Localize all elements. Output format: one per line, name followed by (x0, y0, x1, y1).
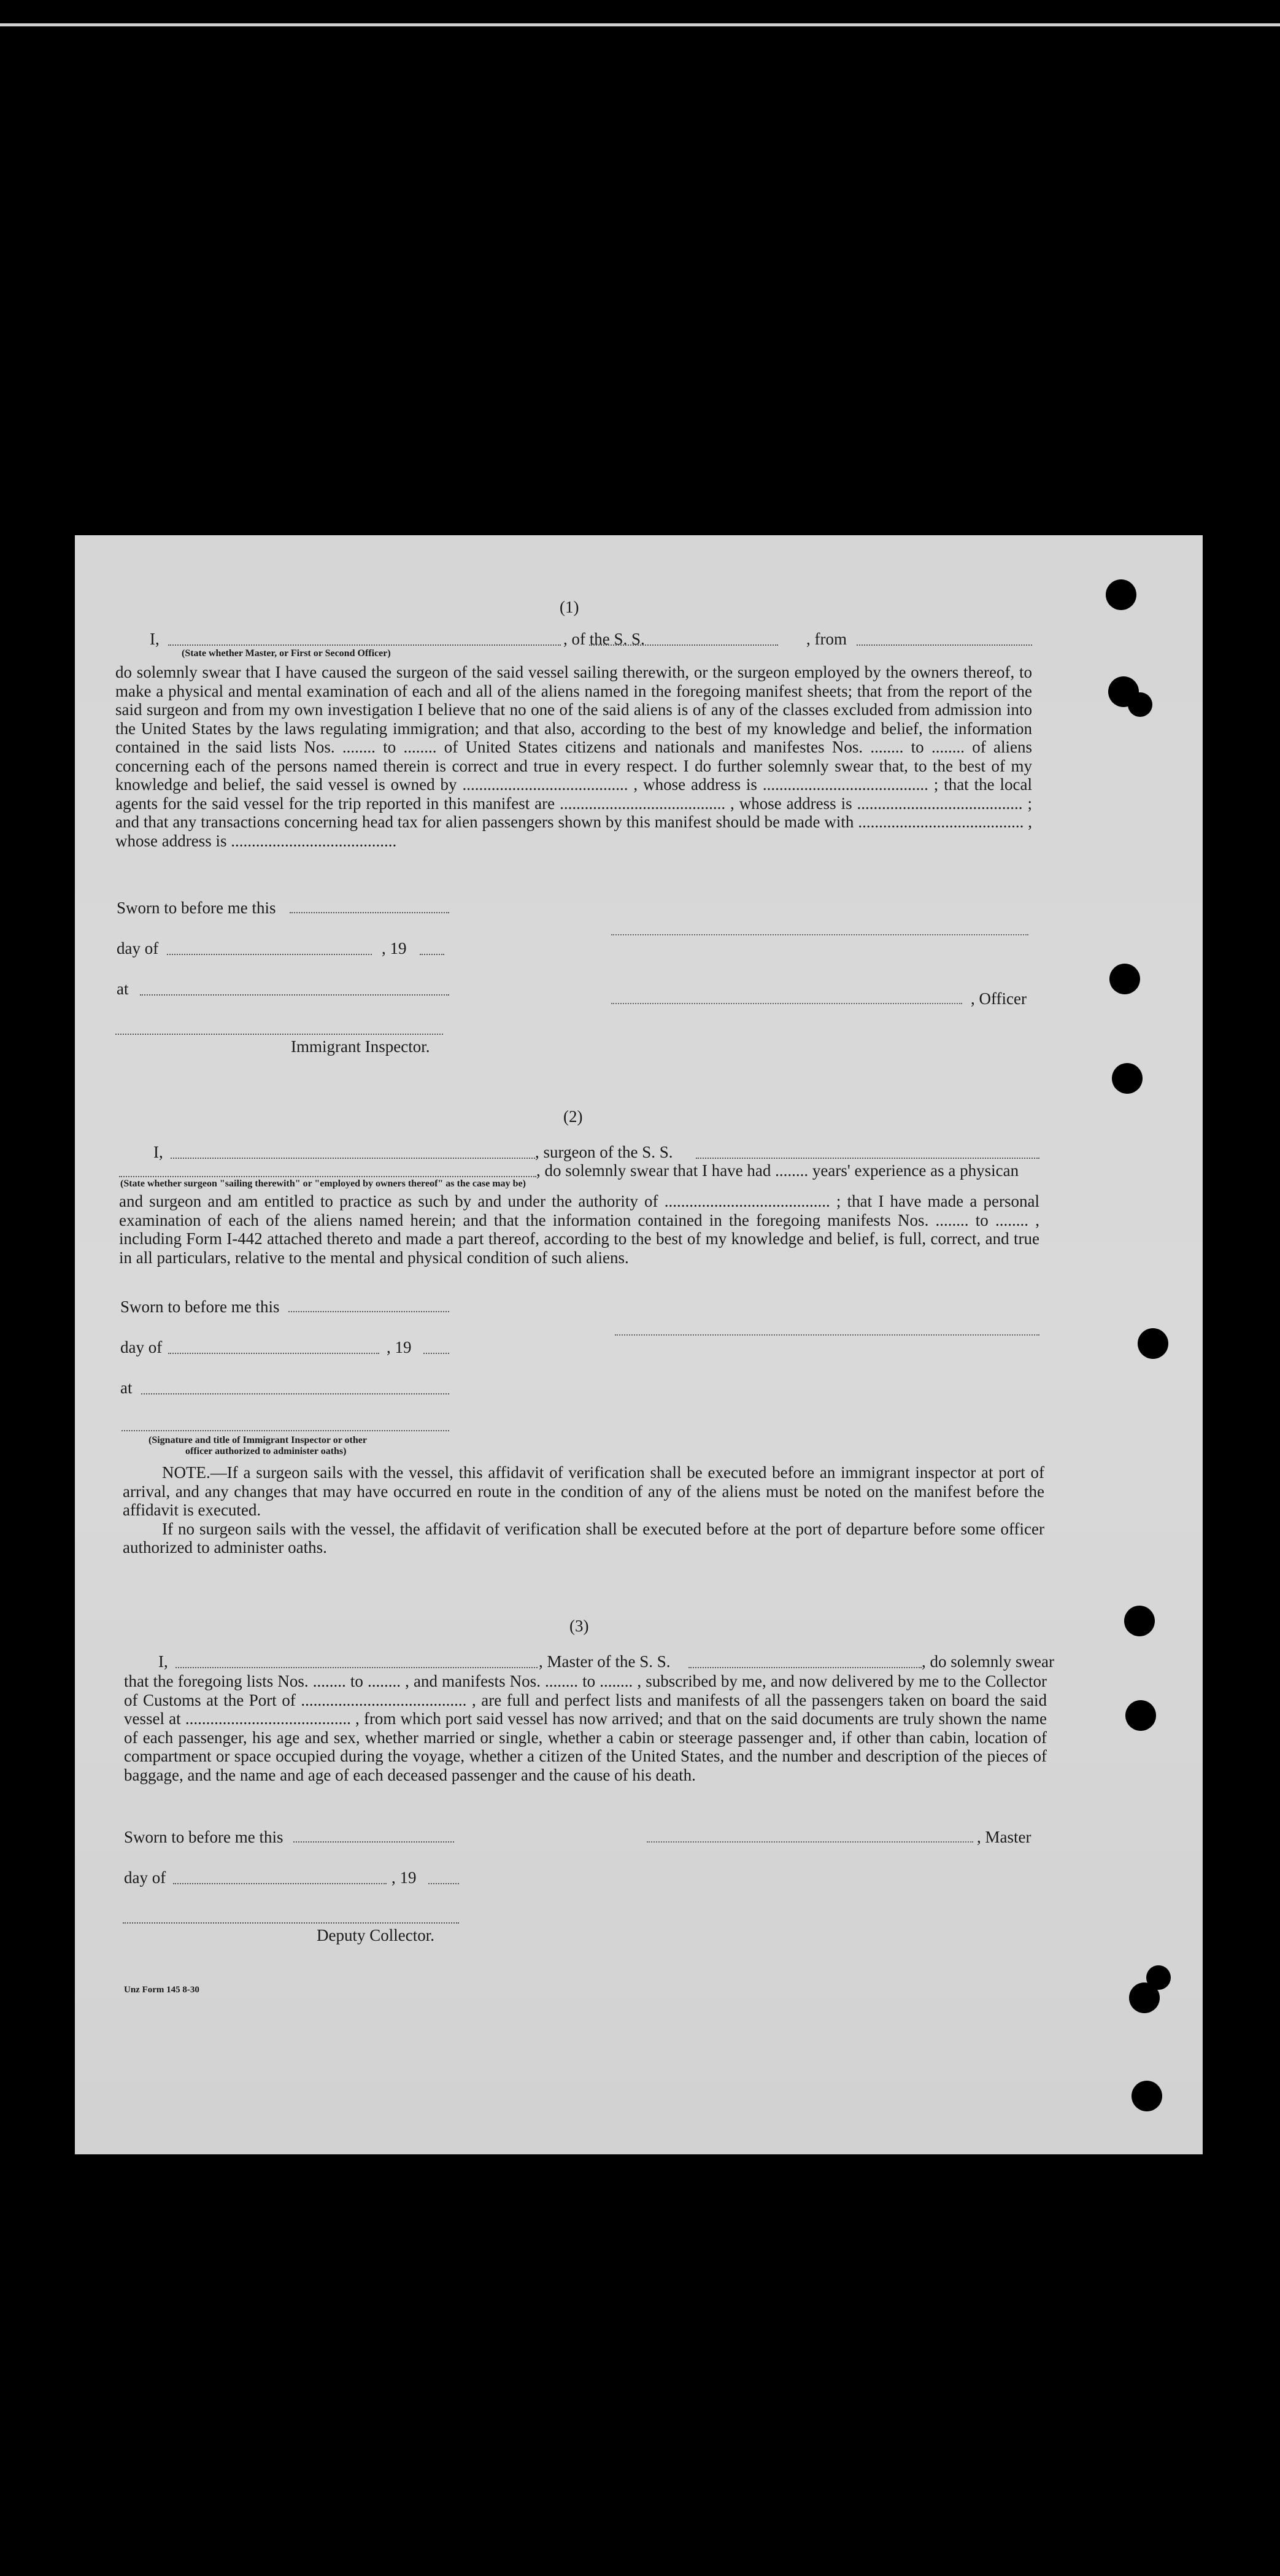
s3-oath-text: that the foregoing lists Nos. ........ to ........ , and manifests Nos. ........ to ........ , subscribed by me, and now delivered by me to the Collector of Customs at the Port of ........................................ , are full and perfect lists and manifests of all the passengers taken on board the said vessel at ........................................ , from which port said vessel has now arrived; and that on the said documents are truly shown the name of each passenger, his age and sex, whether married or single, whether a cabin or steerage passenger and, if other than cabin, location of compartment or space occupied during the voyage, whether a citizen of the United States, and the number and description of the pieces of baggage, and the name and age of each deceased passenger and the cause of his death. (124, 1672, 1047, 1784)
s1-ship-line (589, 644, 778, 646)
s1-officer-line (611, 1003, 962, 1004)
s2-at-line (141, 1393, 449, 1394)
s2-officer-line (121, 1430, 449, 1431)
s1-officer-label: , Officer (971, 989, 1027, 1008)
punch-hole (1112, 1063, 1143, 1094)
section-3-number: (3) (569, 1617, 589, 1635)
s2-surgeon-note: (State whether surgeon "sailing therewith" or "employed by owners thereof" as the case may be) (120, 1178, 526, 1189)
s1-sworn-line (290, 912, 449, 913)
s1-inspector-label: Immigrant Inspector. (291, 1037, 430, 1056)
s2-signature-line (615, 1334, 1039, 1336)
s2-i-label: I, (153, 1143, 163, 1161)
s3-i-label: I, (158, 1652, 168, 1671)
s1-from-label: , from (806, 630, 847, 648)
punch-hole (1146, 1965, 1171, 1990)
s1-name-line (168, 644, 561, 646)
s1-year-label: , 19 (382, 939, 407, 957)
section-1-number: (1) (560, 598, 579, 616)
s2-sworn-line (288, 1311, 449, 1312)
s2-day-of-label: day of (120, 1338, 163, 1356)
s2-signature-note-2: officer authorized to administer oaths) (185, 1446, 347, 1456)
s2-year-label: , 19 (387, 1338, 412, 1356)
s1-inspector-line (115, 1034, 443, 1035)
s1-from-line (857, 644, 1032, 646)
s2-oath-text: and surgeon and am entitled to practice as such by and under the authority of ........................................ ; that I have made a personal examination of each of the aliens named herein; and that the information contained in the foregoing manifests Nos. ........ to ........ , including Form I-442 attached thereto and made a part thereof, according to the best of my knowledge and belief, is full, correct, and true in all particulars, relative to the mental and physical condition of such aliens. (119, 1192, 1039, 1267)
s2-signature-note-1: (Signature and title of Immigrant Inspector or other (148, 1435, 367, 1445)
s3-swear-label: , do solemnly swear (922, 1652, 1054, 1671)
punch-hole (1128, 692, 1152, 717)
s2-at-label: at (120, 1379, 133, 1397)
s1-day-of-label: day of (117, 939, 159, 957)
s1-at-line (140, 994, 449, 996)
s1-sworn-label: Sworn to before me this (117, 899, 276, 917)
form-number: Unz Form 145 8-30 (124, 1985, 199, 1995)
s2-note-text: NOTE.—If a surgeon sails with the vessel, this affidavit of verification shall be executed before an immigrant inspector at port of arrival, and any changes that may have occurred en route in the condition of any of the aliens must be noted on the manifest before the affidavit is executed. If no surgeon sails with the vessel, the affidavit of verification shall be executed before at the port of departure before some officer authorized to administer oaths. (123, 1463, 1044, 1557)
punch-hole (1125, 1700, 1156, 1731)
s2-year-line (423, 1353, 449, 1354)
punch-hole (1138, 1328, 1168, 1359)
s1-year-line (420, 954, 444, 955)
s1-oath-text: do solemnly swear that I have caused the surgeon of the said vessel sailing therewith, or the surgeon employed by the owners thereof, to make a physical and mental examination of each and all of the aliens named in the foregoing manifest sheets; that from the report of the said surgeon and from my own investigation I believe that no one of the said aliens is of any of the classes excluded from admission into the United States by the laws regulating immigration; and that also, according to the best of my knowledge and belief, the information contained in the said lists Nos. ........ to ........ of United States citizens and nationals and manifestes Nos. ........ to ........ of aliens concerning each of the persons named therein is correct and true in every respect. I do further solemnly swear that, to the best of my knowledge and belief, the said vessel is owned by ........................................ , whose address is ........................................ ; that the local agents for the said vessel for the trip reported in this manifest are ........................................ , whose address is ........................................ ; and that any transactions concerning head tax for alien passengers shown by this manifest should be made with ........................................ , whose address is ........................................ (115, 663, 1032, 850)
s2-surgeon-label: , surgeon of the S. S. (535, 1143, 673, 1161)
punch-hole (1109, 964, 1140, 994)
s3-year-label: , 19 (391, 1868, 417, 1887)
s3-day-of-label: day of (124, 1868, 166, 1887)
top-border-line (0, 23, 1280, 26)
affidavit-page (75, 535, 1203, 2154)
s1-officer-note: (State whether Master, or First or Second Officer) (182, 648, 391, 659)
s1-at-label: at (117, 980, 129, 998)
punch-hole (1106, 579, 1136, 610)
s2-type-line (119, 1176, 536, 1177)
s2-ship-line (696, 1158, 1039, 1159)
s1-day-line (167, 954, 372, 955)
punch-hole (1124, 1606, 1155, 1636)
s3-day-line (173, 1883, 387, 1884)
s2-name-line (171, 1158, 535, 1159)
s3-master-label: , Master (977, 1828, 1031, 1846)
punch-hole (1132, 2081, 1162, 2111)
s3-sworn-label: Sworn to before me this (124, 1828, 283, 1846)
s1-signature-line (611, 934, 1028, 935)
s3-year-line (428, 1883, 459, 1884)
s3-master-of-label: , Master of the S. S. (539, 1652, 671, 1671)
s3-sworn-line (293, 1841, 454, 1843)
s2-sworn-label: Sworn to before me this (120, 1298, 280, 1316)
s3-ship-line (688, 1667, 922, 1668)
s3-collector-line (123, 1922, 459, 1924)
s1-of-ss-label: , of the S. S. (563, 630, 645, 648)
s1-i-label: I, (150, 630, 160, 648)
s3-master-line (647, 1841, 973, 1843)
section-2-number: (2) (563, 1107, 583, 1126)
s2-swear-text: , do solemnly swear that I have had ........ years' experience as a physican (536, 1161, 1019, 1180)
s3-name-line (175, 1667, 538, 1668)
s2-day-line (168, 1353, 379, 1354)
s3-collector-label: Deputy Collector. (317, 1926, 434, 1944)
